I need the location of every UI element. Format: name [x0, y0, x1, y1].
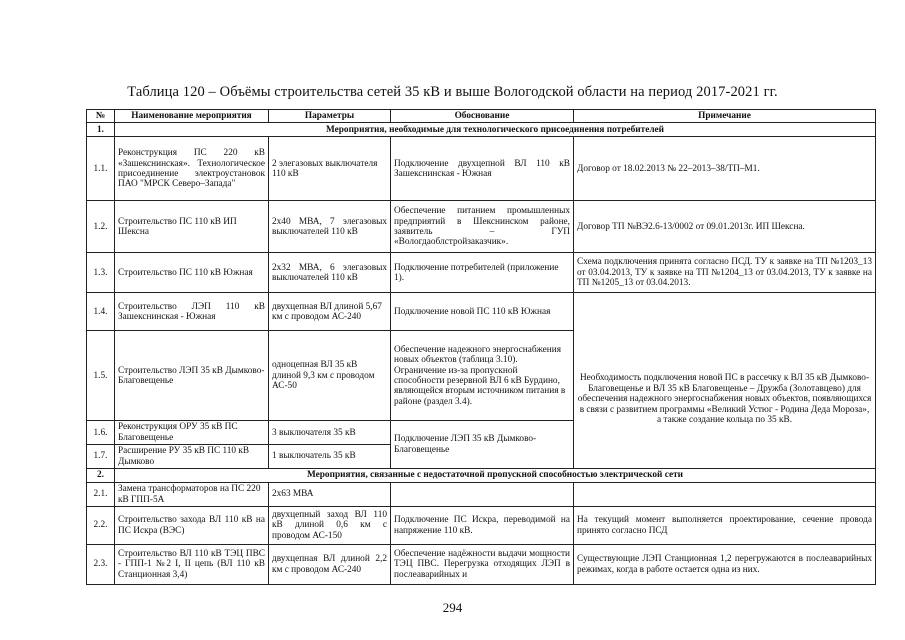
section-row	[87, 469, 876, 483]
table-row	[87, 137, 876, 201]
row-num: 1.1.	[87, 137, 115, 201]
section-row	[87, 123, 876, 137]
row-params: 2х63 МВА	[269, 483, 391, 507]
header-num: №	[87, 110, 115, 123]
row-basis	[391, 483, 574, 507]
section-num: 1.	[87, 123, 115, 137]
construction-volumes-table	[86, 109, 876, 585]
row-basis: Подключение ПС Искра, переводимой на напряжение 110 кВ.	[391, 507, 574, 545]
table-header-row	[87, 110, 876, 123]
row-note: Существующие ЛЭП Станционная 1,2 перегружаются в послеаварийных режимах, когда в работе остается одна из них.	[574, 545, 876, 585]
table-row	[87, 483, 876, 507]
row-name: Строительство захода ВЛ 110 кВ на ПС Искра (ВЭС)	[115, 507, 269, 545]
row-params: двухцепная ВЛ длиной 2,2 км с проводом АС-240	[269, 545, 391, 585]
row-num: 2.1.	[87, 483, 115, 507]
section-title: Мероприятия, необходимые для технологического присоединения потребителей	[115, 123, 876, 137]
row-params: 3 выключателя 35 кВ	[269, 421, 391, 445]
table-row	[87, 331, 876, 421]
row-num: 1.3.	[87, 253, 115, 293]
table-row	[87, 293, 876, 331]
row-note: Договор от 18.02.2013 № 22–2013–38/ТП–М1.	[574, 137, 876, 201]
row-params: двухцепный заход ВЛ 110 кВ длиной 0,6 км с проводом АС-150	[269, 507, 391, 545]
section-title: Мероприятия, связанные с недостаточной пропускной способностью электрической сети	[115, 469, 876, 483]
row-name: Строительство ЛЭП 110 кВ Зашекснинская - Южная	[115, 293, 269, 331]
row-params: 2 элегазовых выключателя 110 кВ	[269, 137, 391, 201]
table-row	[87, 253, 876, 293]
header-name: Наименование мероприятия	[115, 110, 269, 123]
page-title: Таблица 120 – Объёмы строительства сетей 35 кВ и выше Вологодской области на период 2017-2021 гг.	[127, 84, 778, 100]
row-num: 1.2.	[87, 201, 115, 253]
row-note: Договор ТП №ВЭ2.6-13/0002 от 09.01.2013г. ИП Шексна.	[574, 201, 876, 253]
row-num: 2.3.	[87, 545, 115, 585]
row-num: 1.7.	[87, 445, 115, 469]
row-note	[574, 293, 876, 331]
header-params: Параметры	[269, 110, 391, 123]
row-basis: Обеспечение надежного энергоснабжения новых объектов (таблица 3.10). Ограничение из-за пропускной способности резервной ВЛ 6 кВ Бурдино, являющейся вторым источником питания в районе (раздел 3.4).	[391, 331, 574, 421]
page-number: 294	[442, 600, 463, 615]
row-num: 1.5.	[87, 331, 115, 421]
row-params: двухцепная ВЛ длиной 5,67 км с проводом АС-240	[269, 293, 391, 331]
row-note: Схема подключения принята согласно ПСД. ТУ к заявке на ТП №1203_13 от 03.04.2013, ТУ к заявке на ТП №1204_13 от 03.04.2013, ТУ к заявке на ТП №1205_13 от 03.04.2013.	[574, 253, 876, 293]
section-num: 2.	[87, 469, 115, 483]
row-name: Строительство ЛЭП 35 кВ Дымково-Благовещенье	[115, 331, 269, 421]
row-num: 1.6.	[87, 421, 115, 445]
row-params: 2х40 МВА, 7 элегазовых выключателей 110 кВ	[269, 201, 391, 253]
row-name: Строительство ПС 110 кВ ИП Шексна	[115, 201, 269, 253]
row-params: 2х32 МВА, 6 элегазовых выключателей 110 кВ	[269, 253, 391, 293]
row-params: одноцепная ВЛ 35 кВ длиной 9,3 км с проводом АС-50	[269, 331, 391, 421]
row-note	[574, 483, 876, 507]
row-name: Замена трансформаторов на ПС 220 кВ ГПП-5А	[115, 483, 269, 507]
header-basis: Обоснование	[391, 110, 574, 123]
table-row	[87, 201, 876, 253]
row-num: 1.4.	[87, 293, 115, 331]
row-basis: Подключение потребителей (приложение 1).	[391, 253, 574, 293]
table-row	[87, 507, 876, 545]
row-basis: Обеспечение питанием промышленных предприятий в Шекснинском районе, заявитель – ГУП «Вологдаоблстройзаказчик».	[391, 201, 574, 253]
row-basis: Подключение ЛЭП 35 кВ Дымково-Благовещенье	[391, 421, 574, 469]
row-name: Строительство ВЛ 110 кВ ТЭЦ ПВС - ГПП-1 №2 I, II цепь (ВЛ 110 кВ Станционная 3,4)	[115, 545, 269, 585]
row-name: Строительство ПС 110 кВ Южная	[115, 253, 269, 293]
row-basis: Подключение новой ПС 110 кВ Южная	[391, 293, 574, 331]
row-basis: Обеспечение надёжности выдачи мощности ТЭЦ ПВС. Перегрузка отходящих ЛЭП в послеаварийных и	[391, 545, 574, 585]
row-basis: Подключение двухцепной ВЛ 110 кВ Зашекснинская - Южная	[391, 137, 574, 201]
row-num: 2.2.	[87, 507, 115, 545]
row-name: Расширение РУ 35 кВ ПС 110 кВ Дымково	[115, 445, 269, 469]
row-name: Реконструкция ПС 220 кВ «Зашекснинская». Технологическое присоединение электроустановок ПАО "МРСК Северо–Запада"	[115, 137, 269, 201]
row-params: 1 выключатель 35 кВ	[269, 445, 391, 469]
row-note: На текущий момент выполняется проектирование, сечение провода принято согласно ПСД	[574, 507, 876, 545]
header-note: Примечание	[574, 110, 876, 123]
table-row	[87, 545, 876, 585]
row-note: Необходимость подключения новой ПС в рассечку к ВЛ 35 кВ Дымково-Благовещенье и ВЛ 35 кВ Благовещенье – Дружба (Золотавцево) для обеспечения надежного энергоснабжения новых объектов, появляющихся в связи с развитием программы «Великий Устюг - Родина Деда Мороза», а также создание кольца по 35 кВ.	[574, 331, 876, 469]
row-name: Реконструкция ОРУ 35 кВ ПС Благовещенье	[115, 421, 269, 445]
